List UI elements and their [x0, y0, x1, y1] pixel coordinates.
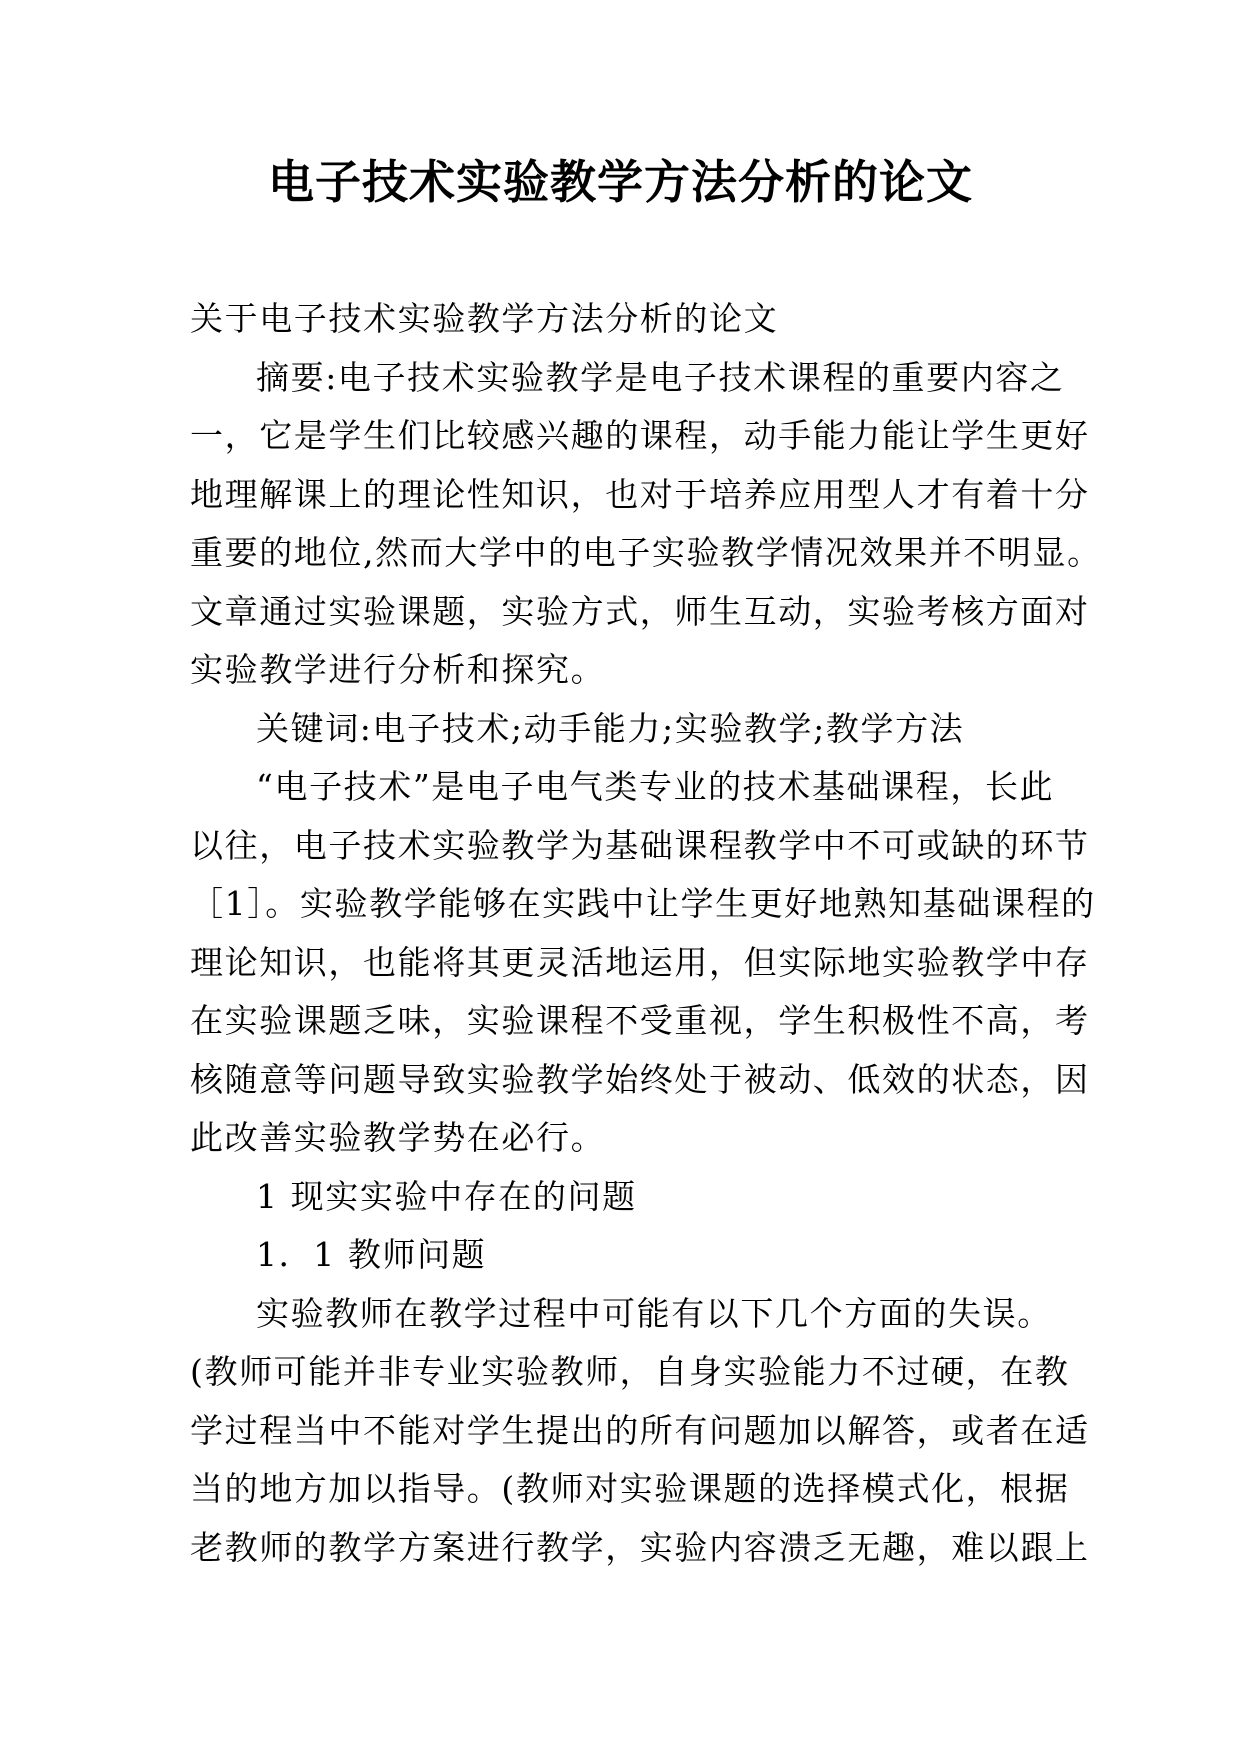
- paragraph-line: (教师可能并非专业实验教师，自身实验能力不过硬，在教: [190, 1352, 1070, 1391]
- abstract-line: 文章通过实验课题，实验方式，师生互动，实验考核方面对: [190, 591, 1090, 631]
- paragraph-line: 实验教师在教学过程中可能有以下几个方面的失误。: [256, 1293, 1052, 1333]
- paragraph-line: ［1］。实验教学能够在实践中让学生更好地熟知基础课程的: [190, 884, 1096, 923]
- document-body: [190, 290, 1102, 1577]
- paragraph-line: 在实验课题乏味，实验课程不受重视，学生积极性不高，考: [190, 1001, 1090, 1040]
- paragraph-line: 当的地方加以指导。(教师对实验课题的选择模式化，根据: [190, 1469, 1070, 1508]
- paragraph-line: 老教师的教学方案进行教学，实验内容溃乏无趣，难以跟上: [190, 1527, 1090, 1567]
- paragraph-line: 核随意等问题导致实验教学始终处于被动、低效的状态，因: [190, 1059, 1090, 1099]
- subtitle-line: 关于电子技术实验教学方法分析的论文: [190, 299, 779, 338]
- subsection-heading: 1．1 教师问题: [256, 1235, 487, 1274]
- abstract-line: 摘要:电子技术实验教学是电子技术课程的重要内容之: [256, 357, 1065, 397]
- paragraph-line: 理论知识，也能将其更灵活地运用，但实际地实验教学中存: [190, 942, 1090, 982]
- paragraph-line: 此改善实验教学势在必行。: [190, 1118, 606, 1157]
- document-title: 电子技术实验教学方法分析的论文: [268, 155, 973, 209]
- abstract-line: 重要的地位,然而大学中的电子实验教学情况效果并不明显。: [190, 533, 1102, 572]
- paragraph-line: 学过程当中不能对学生提出的所有问题加以解答，或者在适: [190, 1410, 1090, 1450]
- paragraph-line: 以往，电子技术实验教学为基础课程教学中不可或缺的环节: [190, 825, 1090, 865]
- keywords-line: 关键词:电子技术;动手能力;实验教学;教学方法: [256, 708, 965, 748]
- abstract-line: 一，它是学生们比较感兴趣的课程，动手能力能让学生更好: [190, 416, 1090, 455]
- paragraph-line: “电子技术”是电子电气类专业的技术基础课程，长此: [256, 767, 1055, 806]
- section-heading: 1 现实实验中存在的问题: [256, 1176, 637, 1216]
- abstract-line: 实验教学进行分析和探究。: [190, 650, 606, 689]
- abstract-line: 地理解课上的理论性知识，也对于培养应用型人才有着十分: [190, 474, 1090, 514]
